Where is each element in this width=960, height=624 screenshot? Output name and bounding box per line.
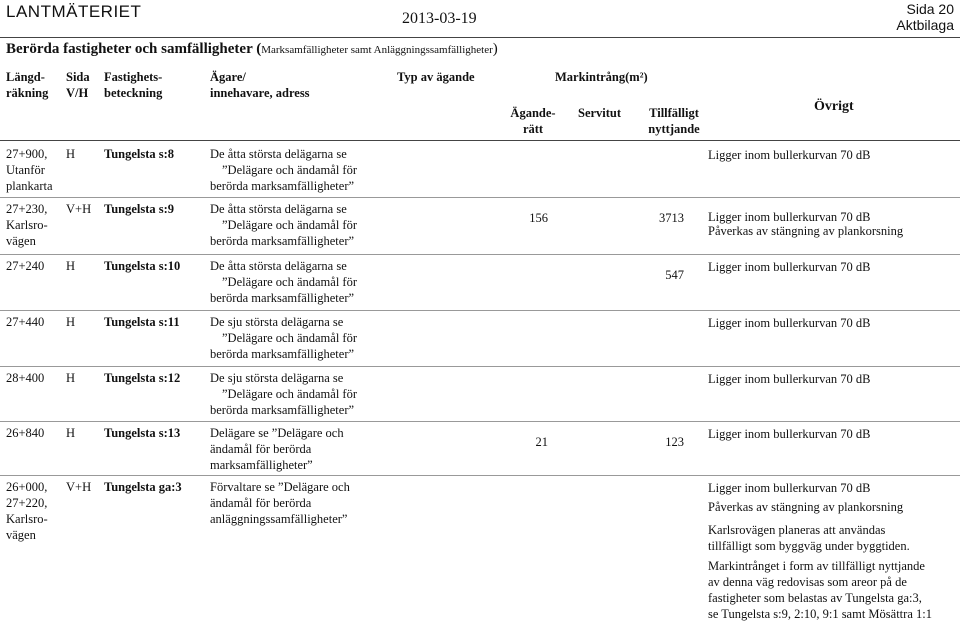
org-name: LANTMÄTERIET xyxy=(6,2,142,21)
page-number: Sida 20 xyxy=(906,1,954,17)
row-tillfalligt-value: 3713 xyxy=(659,211,684,225)
row-langd: vägen xyxy=(6,528,36,542)
row-langd: 27+220, xyxy=(6,496,48,510)
row-divider xyxy=(0,254,960,255)
header-fastighet-2: beteckning xyxy=(104,86,163,100)
header-typ-av-agande: Typ av ägande xyxy=(397,70,475,84)
row-langd: 27+440 xyxy=(6,315,45,329)
row-agare: ”Delägare och ändamål för xyxy=(222,218,357,232)
row-agare: berörda marksamfälligheter” xyxy=(210,234,355,248)
row-ovrigt: Ligger inom bullerkurvan 70 dB xyxy=(708,372,871,386)
page-title: Berörda fastigheter och samfälligheter (Marksamfälligheter samt Anläggningssamfälligheter) xyxy=(6,41,498,57)
header-agare-2: innehavare, adress xyxy=(210,86,310,100)
row-agare: ändamål för berörda xyxy=(210,496,312,510)
header-agare-1: Ägare/ xyxy=(210,70,246,84)
row-divider xyxy=(0,421,960,422)
row-ovrigt: tillfälligt som byggväg under byggtiden. xyxy=(708,539,910,553)
row-ovrigt: av denna väg redovisas som areor på de xyxy=(708,575,907,589)
row-tillfalligt-value: 123 xyxy=(665,435,684,449)
row-agare: marksamfälligheter” xyxy=(210,458,313,472)
row-agare: berörda marksamfälligheter” xyxy=(210,403,355,417)
row-sida: V+H xyxy=(66,480,92,494)
header-sida-1: Sida xyxy=(66,70,90,84)
row-sida: H xyxy=(66,426,76,440)
row-langd: 27+230, xyxy=(6,202,48,216)
row-langd: Utanför xyxy=(6,163,45,177)
row-fastighet: Tungelsta s:13 xyxy=(104,426,181,440)
row-agare: De åtta största delägarna se xyxy=(210,259,347,273)
row-langd: 27+900, xyxy=(6,147,48,161)
row-langd: 26+840 xyxy=(6,426,45,440)
row-fastighet: Tungelsta ga:3 xyxy=(104,480,182,494)
row-fastighet: Tungelsta s:10 xyxy=(104,259,181,273)
row-sida: H xyxy=(66,147,76,161)
header-markintrang: Markintrång(m²) xyxy=(555,70,648,84)
row-tillfalligt-value: 547 xyxy=(665,268,684,282)
row-ovrigt: Ligger inom bullerkurvan 70 dB xyxy=(708,481,871,495)
header-langd-2: räkning xyxy=(6,86,49,100)
row-agare: Förvaltare se ”Delägare och xyxy=(210,480,350,494)
row-agare: berörda marksamfälligheter” xyxy=(210,179,355,193)
header-langd-1: Längd- xyxy=(6,70,45,84)
row-fastighet: Tungelsta s:8 xyxy=(104,147,175,161)
row-agare: ändamål för berörda xyxy=(210,442,312,456)
row-sida: H xyxy=(66,371,76,385)
header-tillfalligt-2: nyttjande xyxy=(648,122,700,136)
row-ovrigt: Ligger inom bullerkurvan 70 dB xyxy=(708,148,871,162)
row-ovrigt: Ligger inom bullerkurvan 70 dB xyxy=(708,210,871,224)
document-type: Aktbilaga xyxy=(896,17,954,33)
row-divider xyxy=(0,366,960,367)
header-sida-2: V/H xyxy=(66,86,89,100)
header-tillfalligt-1: Tillfälligt xyxy=(649,106,699,120)
row-ovrigt: se Tungelsta s:9, 2:10, 9:1 samt Mösättra 1:1 xyxy=(708,607,932,621)
row-langd: Karlsro- xyxy=(6,512,48,526)
row-ovrigt: Påverkas av stängning av plankorsning xyxy=(708,500,904,514)
row-ovrigt: Ligger inom bullerkurvan 70 dB xyxy=(708,427,871,441)
row-ovrigt: Ligger inom bullerkurvan 70 dB xyxy=(708,260,871,274)
row-agare: berörda marksamfälligheter” xyxy=(210,291,355,305)
document-date: 2013-03-19 xyxy=(402,10,477,27)
row-ovrigt: Karlsrovägen planeras att användas xyxy=(708,523,886,537)
header-agande-1: Ägande- xyxy=(510,106,556,120)
row-sida: V+H xyxy=(66,202,92,216)
row-sida: H xyxy=(66,315,76,329)
row-divider xyxy=(0,475,960,476)
header-ovrigt: Övrigt xyxy=(814,99,854,114)
row-fastighet: Tungelsta s:11 xyxy=(104,315,180,329)
row-agare: De sju största delägarna se xyxy=(210,315,344,329)
row-agare: De åtta största delägarna se xyxy=(210,147,347,161)
row-divider xyxy=(0,197,960,198)
row-ovrigt: Ligger inom bullerkurvan 70 dB xyxy=(708,316,871,330)
header-agande-2: rätt xyxy=(522,122,544,136)
row-agande-value: 156 xyxy=(529,211,548,225)
row-langd: Karlsro- xyxy=(6,218,48,232)
row-langd: 28+400 xyxy=(6,371,45,385)
row-agare: ”Delägare och ändamål för xyxy=(222,275,357,289)
row-ovrigt: Markintrånget i form av tillfälligt nyttjande xyxy=(708,559,925,573)
table-header-divider xyxy=(0,140,960,141)
header-divider xyxy=(0,37,960,38)
header-fastighet-1: Fastighets- xyxy=(104,70,163,84)
row-agare: De sju största delägarna se xyxy=(210,371,344,385)
row-langd: 27+240 xyxy=(6,259,45,273)
row-langd: 26+000, xyxy=(6,480,48,494)
page-header xyxy=(0,0,960,38)
row-ovrigt: Påverkas av stängning av plankorsning xyxy=(708,224,904,238)
row-fastighet: Tungelsta s:12 xyxy=(104,371,181,385)
row-agare: ”Delägare och ändamål för xyxy=(222,163,357,177)
row-agare: anläggningssamfälligheter” xyxy=(210,512,348,526)
row-agare: ”Delägare och ändamål för xyxy=(222,331,357,345)
row-ovrigt: fastigheter som belastas av Tungelsta ga:3, xyxy=(708,591,922,605)
row-agare: ”Delägare och ändamål för xyxy=(222,387,357,401)
row-fastighet: Tungelsta s:9 xyxy=(104,202,175,216)
row-agare: De åtta största delägarna se xyxy=(210,202,347,216)
row-agare: Delägare se ”Delägare och xyxy=(210,426,344,440)
header-servitut: Servitut xyxy=(578,106,622,120)
row-agande-value: 21 xyxy=(535,435,548,449)
row-agare: berörda marksamfälligheter” xyxy=(210,347,355,361)
row-langd: plankarta xyxy=(6,179,53,193)
row-sida: H xyxy=(66,259,76,273)
row-langd: vägen xyxy=(6,234,36,248)
row-divider xyxy=(0,310,960,311)
